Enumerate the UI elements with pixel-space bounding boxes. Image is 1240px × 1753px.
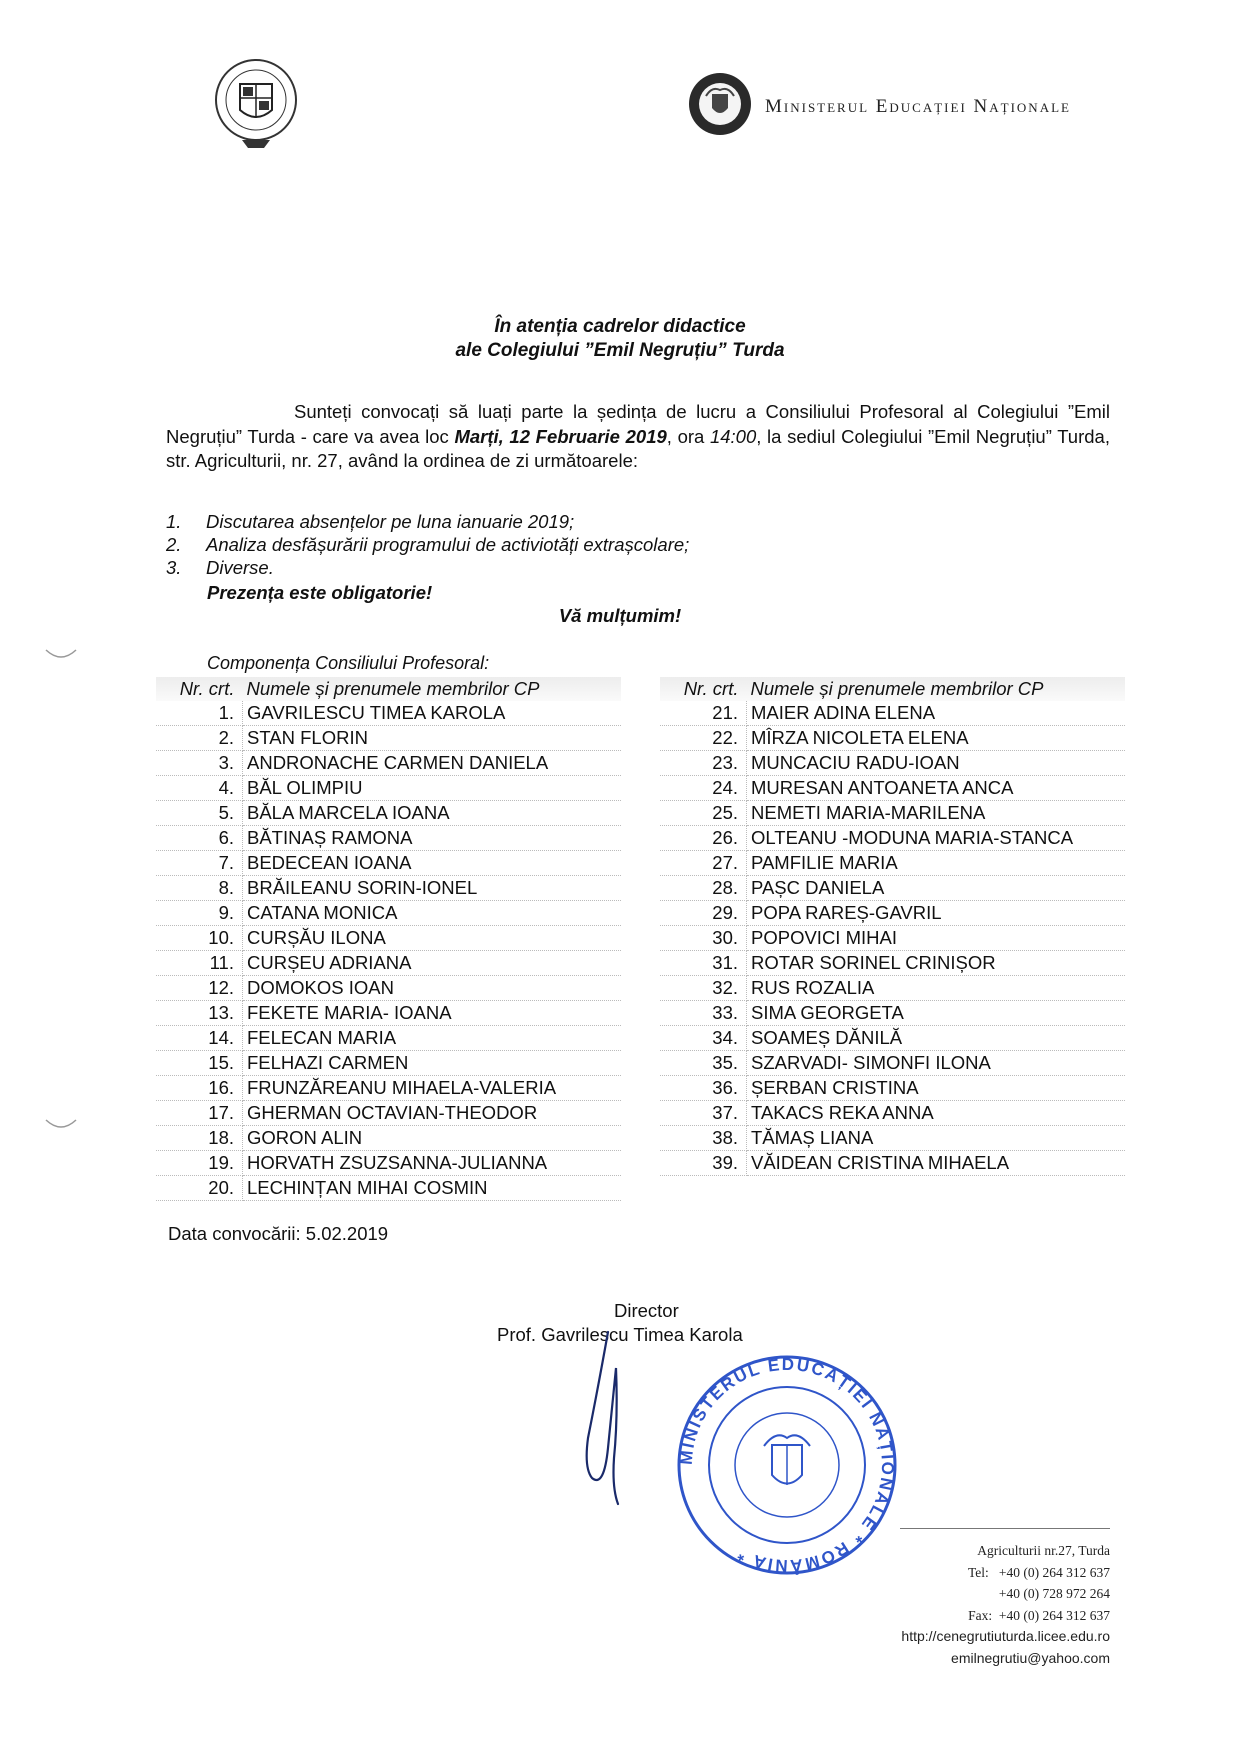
- members-table-left: [156, 677, 621, 1201]
- agenda-item-text: Diverse.: [206, 557, 274, 578]
- agenda-item: [166, 533, 866, 556]
- agenda-item-text: Discutarea absențelor pe luna ianuarie 2019;: [206, 511, 575, 532]
- member-name: TĂMAȘ LIANA: [747, 1126, 1126, 1151]
- member-name: CURȘĂU ILONA: [243, 926, 622, 951]
- member-name: ROTAR SORINEL CRINIȘOR: [747, 951, 1126, 976]
- ministry-name: Ministerul Educației Naționale: [765, 96, 1071, 117]
- intro-text-3: , la sediul Colegiului ”Emil Negruțiu” Turda, str. Agriculturii, nr. 27, având la ordinea de zi următoarele:: [166, 425, 1110, 471]
- member-name: LECHINȚAN MIHAI COSMIN: [243, 1176, 622, 1201]
- table-row: [660, 751, 1125, 776]
- table-row: [156, 1076, 621, 1101]
- member-name: RUS ROZALIA: [747, 976, 1126, 1001]
- members-table-body: [156, 701, 621, 1201]
- column-header-name: Numele și prenumele membrilor CP: [243, 677, 622, 701]
- member-name: DOMOKOS IOAN: [243, 976, 622, 1001]
- member-name: PAȘC DANIELA: [747, 876, 1126, 901]
- member-name: SOAMEȘ DĂNILĂ: [747, 1026, 1126, 1051]
- convocation-date: Data convocării: 5.02.2019: [168, 1223, 389, 1244]
- agenda-item: [166, 556, 866, 579]
- table-row: [156, 826, 621, 851]
- member-name: MÎRZA NICOLETA ELENA: [747, 726, 1126, 751]
- member-number: 11.: [156, 951, 243, 976]
- member-name: FEKETE MARIA- IOANA: [243, 1001, 622, 1026]
- member-name: POPA RAREȘ-GAVRIL: [747, 901, 1126, 926]
- table-row: [156, 1026, 621, 1051]
- member-number: 1.: [156, 701, 243, 726]
- member-name: BĂTINAȘ RAMONA: [243, 826, 622, 851]
- member-name: BRĂILEANU SORIN-IONEL: [243, 876, 622, 901]
- member-number: 36.: [660, 1076, 747, 1101]
- table-row: [156, 1101, 621, 1126]
- table-row: [660, 826, 1125, 851]
- attendance-mandatory-note: Prezența este obligatorie!: [207, 582, 433, 603]
- meeting-time: 14:00: [709, 425, 757, 447]
- table-row: [660, 726, 1125, 751]
- heading-line-2: ale Colegiului ”Emil Negruțiu” Turda: [455, 340, 785, 361]
- member-name: GAVRILESCU TIMEA KAROLA: [243, 701, 622, 726]
- table-row: [156, 751, 621, 776]
- table-row: [660, 876, 1125, 901]
- member-number: 2.: [156, 726, 243, 751]
- intro-text-1: Sunteți convocați să luați parte la ședința de lucru a Consiliului Profesoral al Colegiului ”Emil Negruțiu” Turda - care va avea loc: [166, 401, 1110, 447]
- table-row: [660, 976, 1125, 1001]
- footer-phone-2: +40 (0) 728 972 264: [998, 1586, 1110, 1601]
- table-row: [156, 1051, 621, 1076]
- fax-number: +40 (0) 264 312 637: [998, 1607, 1110, 1623]
- table-row: [660, 801, 1125, 826]
- column-header-nr: Nr. crt.: [156, 677, 243, 701]
- table-row: [156, 976, 621, 1001]
- table-row: [156, 1126, 621, 1151]
- agenda-item-number: 1.: [166, 511, 182, 532]
- handwritten-signature: [578, 1328, 638, 1508]
- table-row: [660, 1076, 1125, 1101]
- member-number: 10.: [156, 926, 243, 951]
- member-number: 23.: [660, 751, 747, 776]
- table-row: [156, 876, 621, 901]
- member-name: STAN FLORIN: [243, 726, 622, 751]
- member-number: 18.: [156, 1126, 243, 1151]
- table-row: [660, 1026, 1125, 1051]
- member-number: 25.: [660, 801, 747, 826]
- member-number: 39.: [660, 1151, 747, 1176]
- agenda-item-number: 3.: [166, 557, 182, 578]
- intro-text-2: , ora: [666, 425, 710, 447]
- member-number: 37.: [660, 1101, 747, 1126]
- table-row: [660, 1151, 1125, 1176]
- agenda-item-text: Analiza desfășurării programului de activiotăți extrașcolare;: [206, 534, 690, 555]
- member-number: 16.: [156, 1076, 243, 1101]
- director-name: Prof. Gavrilescu Timea Karola: [497, 1324, 743, 1345]
- member-number: 31.: [660, 951, 747, 976]
- table-row: [660, 701, 1125, 726]
- member-number: 35.: [660, 1051, 747, 1076]
- agenda-item: [166, 510, 866, 533]
- member-name: CURȘEU ADRIANA: [243, 951, 622, 976]
- fax-label: Fax:: [968, 1607, 993, 1623]
- members-caption: Componența Consiliului Profesoral:: [207, 653, 490, 673]
- member-name: BĂLA MARCELA IOANA: [243, 801, 622, 826]
- member-number: 24.: [660, 776, 747, 801]
- table-row: [156, 726, 621, 751]
- member-number: 26.: [660, 826, 747, 851]
- members-table-right: [660, 677, 1125, 1176]
- member-number: 4.: [156, 776, 243, 801]
- member-number: 3.: [156, 751, 243, 776]
- agenda-list: [166, 510, 866, 579]
- footer-divider: [900, 1528, 1110, 1529]
- member-number: 22.: [660, 726, 747, 751]
- table-row: [156, 1151, 621, 1176]
- meeting-date: Marți, 12 Februarie 2019: [454, 425, 667, 447]
- table-row: [660, 951, 1125, 976]
- member-number: 34.: [660, 1026, 747, 1051]
- member-name: NEMETI MARIA-MARILENA: [747, 801, 1126, 826]
- member-number: 9.: [156, 901, 243, 926]
- table-row: [156, 951, 621, 976]
- agenda-item-number: 2.: [166, 534, 182, 555]
- member-number: 15.: [156, 1051, 243, 1076]
- table-row: [660, 851, 1125, 876]
- member-name: TAKACS REKA ANNA: [747, 1101, 1126, 1126]
- table-row: [660, 1051, 1125, 1076]
- government-seal-icon: [688, 72, 752, 136]
- table-row: [156, 801, 621, 826]
- table-row: [156, 901, 621, 926]
- footer-address: Agriculturii nr.27, Turda: [977, 1543, 1110, 1558]
- table-row: [156, 1001, 621, 1026]
- member-number: 32.: [660, 976, 747, 1001]
- member-name: MAIER ADINA ELENA: [747, 701, 1126, 726]
- member-number: 38.: [660, 1126, 747, 1151]
- intro-paragraph: [166, 400, 1110, 474]
- member-name: VĂIDEAN CRISTINA MIHAELA: [747, 1151, 1126, 1176]
- footer-email-link[interactable]: emilnegrutiu@yahoo.com: [951, 1649, 1110, 1666]
- table-row: [156, 851, 621, 876]
- table-row: [660, 926, 1125, 951]
- member-number: 19.: [156, 1151, 243, 1176]
- table-row: [156, 1176, 621, 1201]
- member-name: SZARVADI- SIMONFI ILONA: [747, 1051, 1126, 1076]
- phone-label: Tel:: [967, 1564, 989, 1580]
- scan-mark: [44, 648, 78, 662]
- member-number: 5.: [156, 801, 243, 826]
- footer-website-link[interactable]: http://cenegrutiuturda.licee.edu.ro: [901, 1628, 1110, 1644]
- member-name: BĂL OLIMPIU: [243, 776, 622, 801]
- member-number: 33.: [660, 1001, 747, 1026]
- member-number: 17.: [156, 1101, 243, 1126]
- column-header-nr: Nr. crt.: [660, 677, 747, 701]
- footer-contact: [760, 1540, 1110, 1669]
- footer-fax: [760, 1605, 1110, 1627]
- school-logo: [212, 54, 300, 154]
- member-name: MUNCACIU RADU-IOAN: [747, 751, 1126, 776]
- member-number: 14.: [156, 1026, 243, 1051]
- member-number: 20.: [156, 1176, 243, 1201]
- table-row: [156, 701, 621, 726]
- column-header-name: Numele și prenumele membrilor CP: [747, 677, 1126, 701]
- member-number: 13.: [156, 1001, 243, 1026]
- table-row: [660, 1126, 1125, 1151]
- member-number: 29.: [660, 901, 747, 926]
- member-name: FRUNZĂREANU MIHAELA-VALERIA: [243, 1076, 622, 1101]
- member-name: ANDRONACHE CARMEN DANIELA: [243, 751, 622, 776]
- member-name: BEDECEAN IOANA: [243, 851, 622, 876]
- members-table-body: [660, 701, 1125, 1176]
- member-number: 12.: [156, 976, 243, 1001]
- member-name: ȘERBAN CRISTINA: [747, 1076, 1126, 1101]
- heading-line-1: În atenția cadrelor didactice: [494, 316, 746, 337]
- director-title: Director: [614, 1300, 679, 1321]
- member-number: 27.: [660, 851, 747, 876]
- phone-number: +40 (0) 264 312 637: [998, 1564, 1110, 1580]
- table-row: [660, 776, 1125, 801]
- member-name: FELECAN MARIA: [243, 1026, 622, 1051]
- stamp-text: MINISTERUL EDUCAȚIEI NAȚIONALE * ROMÂNIA *: [676, 1354, 898, 1576]
- member-number: 8.: [156, 876, 243, 901]
- scan-mark: [44, 1118, 78, 1132]
- member-number: 28.: [660, 876, 747, 901]
- member-number: 6.: [156, 826, 243, 851]
- member-name: OLTEANU -MODUNA MARIA-STANCA: [747, 826, 1126, 851]
- member-number: 30.: [660, 926, 747, 951]
- table-row: [156, 926, 621, 951]
- footer-phone-1: [760, 1562, 1110, 1584]
- table-row: [660, 1101, 1125, 1126]
- member-name: HORVATH ZSUZSANNA-JULIANNA: [243, 1151, 622, 1176]
- member-name: SIMA GEORGETA: [747, 1001, 1126, 1026]
- member-number: 7.: [156, 851, 243, 876]
- member-number: 21.: [660, 701, 747, 726]
- member-name: FELHAZI CARMEN: [243, 1051, 622, 1076]
- table-header-row: [660, 677, 1125, 701]
- member-name: GHERMAN OCTAVIAN-THEODOR: [243, 1101, 622, 1126]
- member-name: MURESAN ANTOANETA ANCA: [747, 776, 1126, 801]
- table-row: [156, 776, 621, 801]
- member-name: PAMFILIE MARIA: [747, 851, 1126, 876]
- table-row: [660, 901, 1125, 926]
- thank-you-note: Vă mulțumim!: [558, 605, 682, 626]
- member-name: GORON ALIN: [243, 1126, 622, 1151]
- member-name: POPOVICI MIHAI: [747, 926, 1126, 951]
- table-row: [660, 1001, 1125, 1026]
- member-name: CATANA MONICA: [243, 901, 622, 926]
- table-header-row: [156, 677, 621, 701]
